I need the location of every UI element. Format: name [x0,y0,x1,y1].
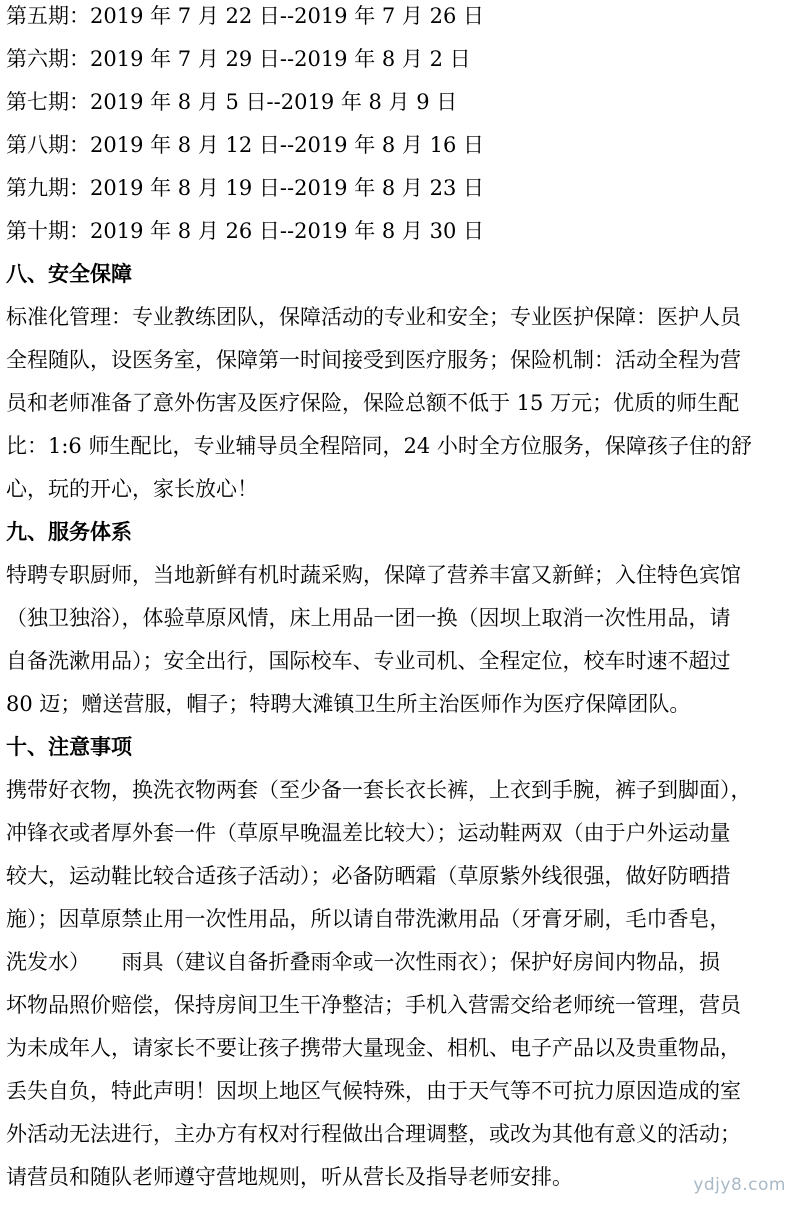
paragraph-line: 自备洗漱用品）；安全出行，国际校车、专业司机、全程定位，校车时速不超过 [6,649,731,673]
site-watermark: ydjy8.com [693,1175,786,1195]
paragraph-line: 坏物品照价赔偿，保持房间卫生干净整洁；手机入营需交给老师统一管理，营员 [6,993,741,1017]
paragraph-line: 比：1:6 师生配比，专业辅导员全程陪同，24 小时全方位服务，保障孩子住的舒 [6,434,752,458]
section-heading-safety: 八、安全保障 [6,262,132,286]
section-heading-service: 九、服务体系 [6,520,132,544]
schedule-item-10: 第十期：2019 年 8 月 26 日--2019 年 8 月 30 日 [6,219,484,243]
paragraph-line: 冲锋衣或者厚外套一件（草原早晚温差比较大）；运动鞋两双（由于户外运动量 [6,821,731,845]
section-heading-notes: 十、注意事项 [6,735,132,759]
paragraph-line: 为未成年人，请家长不要让孩子携带大量现金、相机、电子产品以及贵重物品， [6,1036,741,1060]
schedule-list [6,0,792,258]
paragraph-line: 标准化管理：专业教练团队，保障活动的专业和安全；专业医护保障：医护人员 [6,305,741,329]
schedule-item-8: 第八期：2019 年 8 月 12 日--2019 年 8 月 16 日 [6,133,484,157]
paragraph-line: 80 迈；赠送营服，帽子；特聘大滩镇卫生所主治医师作为医疗保障团队。 [6,692,691,716]
paragraph-line: 洗发水） 雨具（建议自备折叠雨伞或一次性雨衣）；保护好房间内物品，损 [6,950,720,974]
section-service [6,516,792,731]
paragraph-line: 请营员和随队老师遵守营地规则，听从营长及指导老师安排。 [6,1165,573,1189]
paragraph-line: 员和老师准备了意外伤害及医疗保险，保险总额不低于 15 万元；优质的师生配 [6,391,740,415]
paragraph-line: 外活动无法进行，主办方有权对行程做出合理调整，或改为其他有意义的活动； [6,1122,741,1146]
schedule-item-9: 第九期：2019 年 8 月 19 日--2019 年 8 月 23 日 [6,176,484,200]
paragraph-line: 施）；因草原禁止用一次性用品，所以请自带洗漱用品（牙膏牙刷，毛巾香皂， [6,907,731,931]
paragraph-line: 全程随队，设医务室，保障第一时间接受到医疗服务；保险机制：活动全程为营 [6,348,741,372]
section-notes [6,731,792,1204]
paragraph-line: 携带好衣物，换洗衣物两套（至少备一套长衣长裤，上衣到手腕，裤子到脚面）， [6,778,752,802]
section-safety [6,258,792,516]
schedule-item-5: 第五期：2019 年 7 月 22 日--2019 年 7 月 26 日 [6,4,484,28]
paragraph-line: 丢失自负，特此声明！因坝上地区气候特殊，由于天气等不可抗力原因造成的室 [6,1079,741,1103]
paragraph-line: 心，玩的开心，家长放心！ [6,477,258,501]
paragraph-line: 较大，运动鞋比较合适孩子活动）；必备防晒霜（草原紫外线很强，做好防晒措 [6,864,731,888]
schedule-item-6: 第六期：2019 年 7 月 29 日--2019 年 8 月 2 日 [6,47,471,71]
schedule-item-7: 第七期：2019 年 8 月 5 日--2019 年 8 月 9 日 [6,90,458,114]
paragraph-line: （独卫独浴），体验草原风情，床上用品一团一换（因坝上取消一次性用品，请 [6,606,731,630]
document-body [6,0,792,1204]
paragraph-line: 特聘专职厨师，当地新鲜有机时蔬采购，保障了营养丰富又新鲜；入住特色宾馆 [6,563,741,587]
